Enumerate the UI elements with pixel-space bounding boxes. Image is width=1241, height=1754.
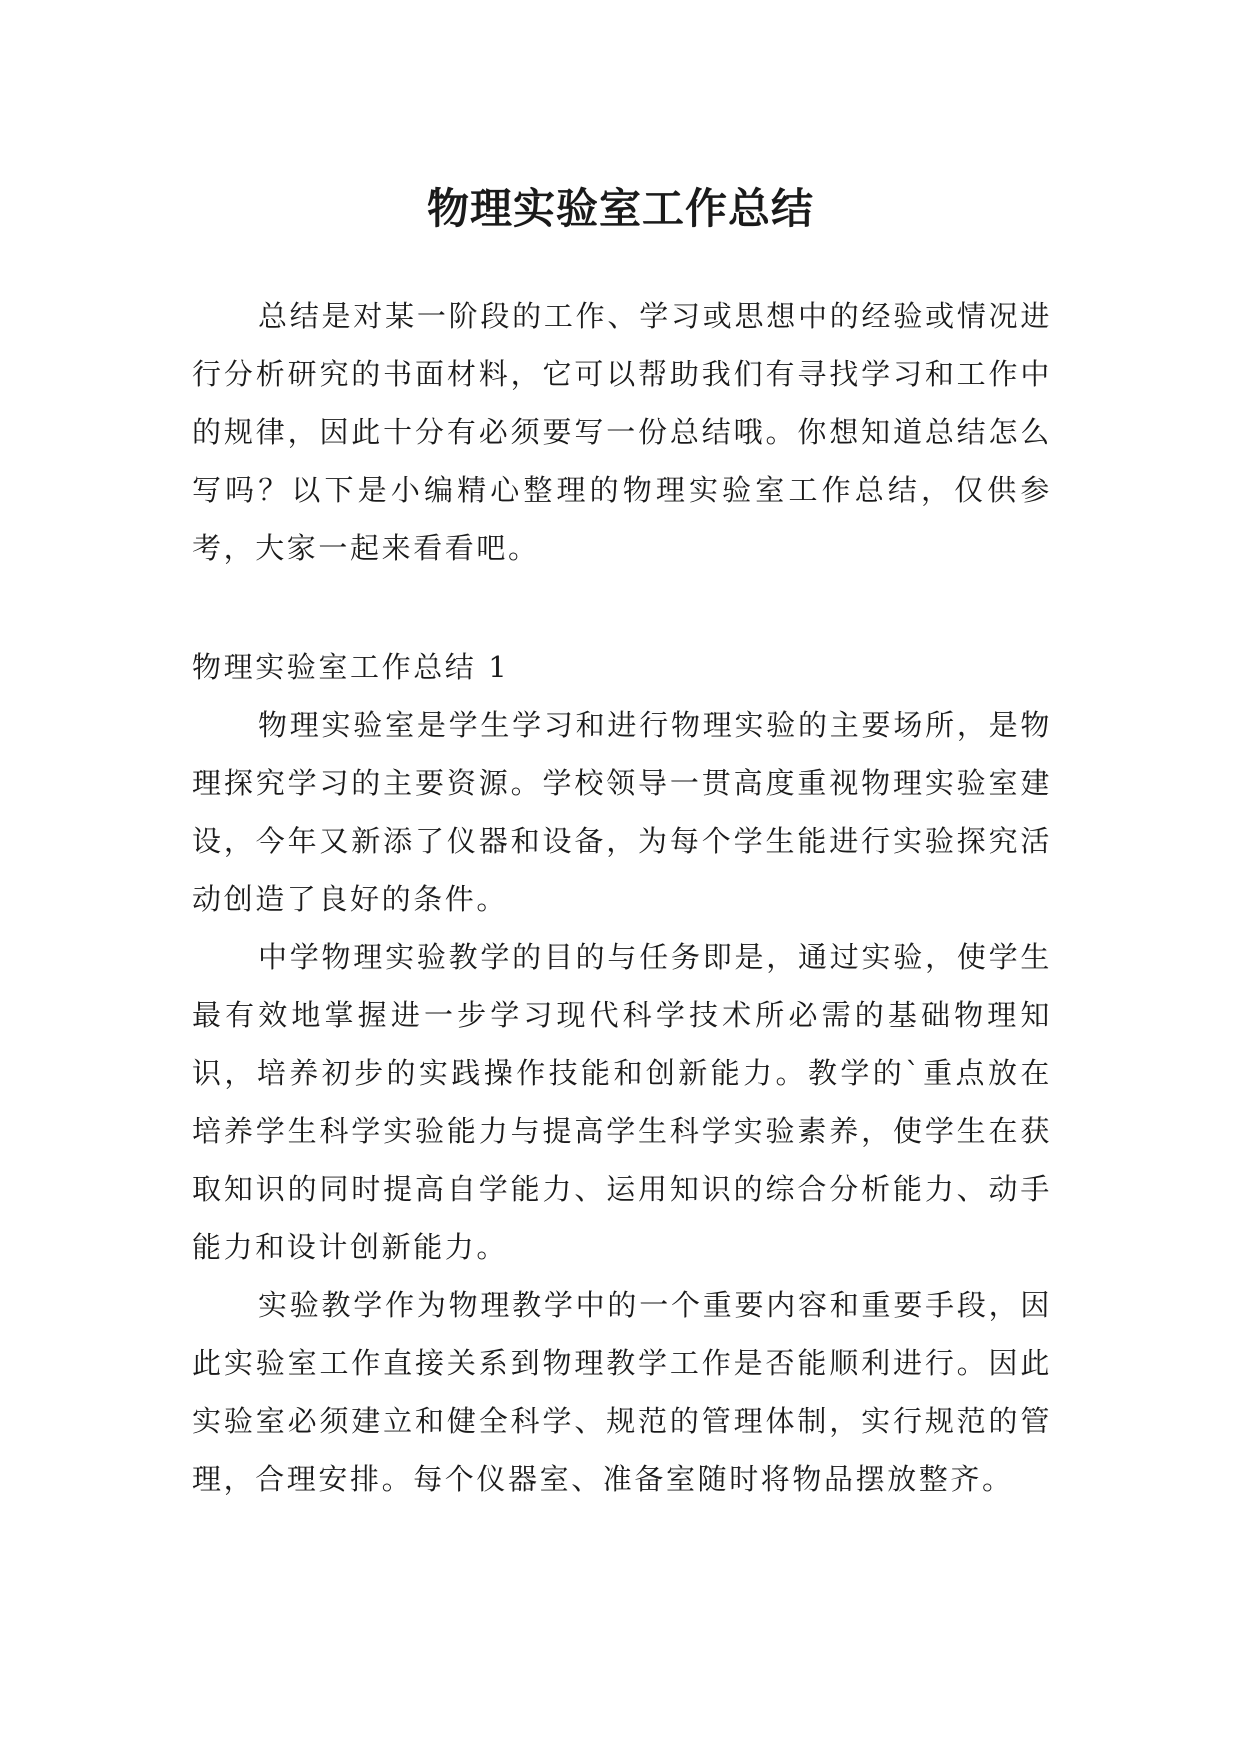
section-heading: 物理实验室工作总结 1 [192,650,510,684]
intro-paragraph: 总结是对某一阶段的工作、学习或思想中的经验或情况进行分析研究的书面材料，它可以帮助我们有寻找学习和工作中的规律，因此十分有必须要写一份总结哦。你想知道总结怎么写吗？以下是小编精心整理的物理实验室工作总结，仅供参考，大家一起来看看吧。 [192,299,1052,565]
body-paragraph-2: 中学物理实验教学的目的与任务即是，通过实验，使学生最有效地掌握进一步学习现代科学技术所必需的基础物理知识，培养初步的实践操作技能和创新能力。教学的`重点放在培养学生科学实验能力与提高学生科学实验素养，使学生在获取知识的同时提高自学能力、运用知识的综合分析能力、动手能力和设计创新能力。 [192,940,1052,1264]
body-paragraph-3: 实验教学作为物理教学中的一个重要内容和重要手段，因此实验室工作直接关系到物理教学工作是否能顺利进行。因此实验室必须建立和健全科学、规范的管理体制，实行规范的管理，合理安排。每个仪器室、准备室随时将物品摆放整齐。 [192,1288,1052,1496]
body-paragraph-1: 物理实验室是学生学习和进行物理实验的主要场所，是物理探究学习的主要资源。学校领导一贯高度重视物理实验室建设，今年又新添了仪器和设备，为每个学生能进行实验探究活动创造了良好的条件。 [192,708,1052,916]
intro-block [192,287,1052,577]
body-block [192,638,1052,1508]
document-title: 物理实验室工作总结 [426,184,814,234]
